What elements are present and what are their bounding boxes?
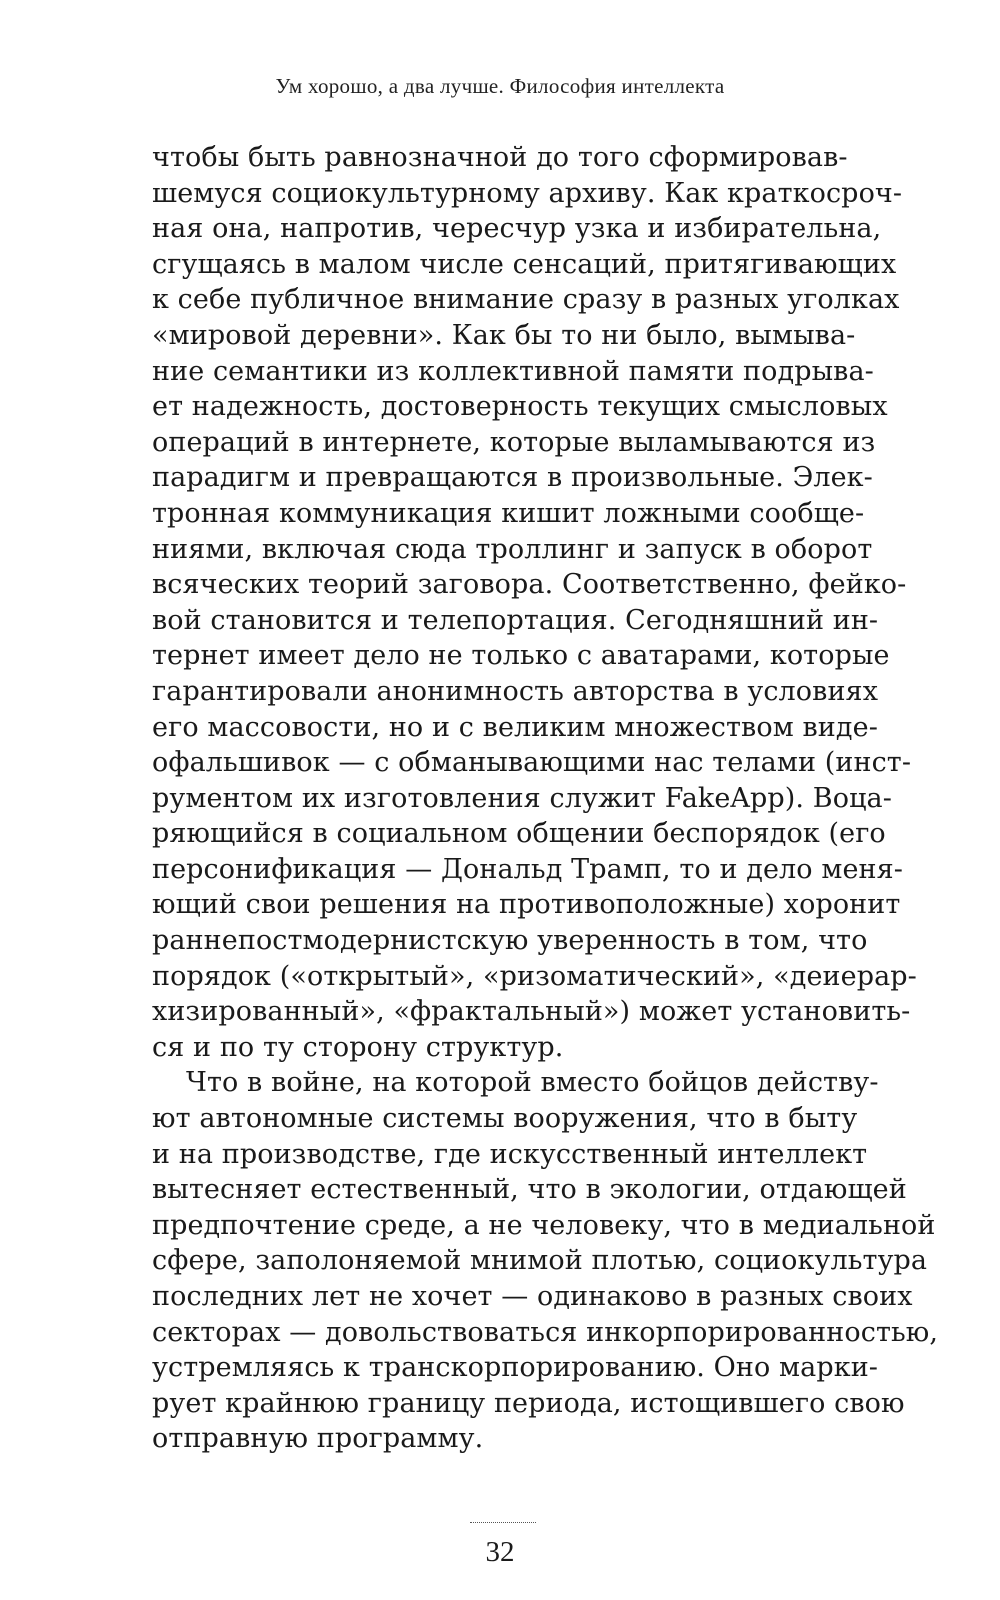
text-line: устремляясь к транскорпорированию. Оно марки- (152, 1352, 879, 1384)
paragraph-2 (152, 1065, 939, 1457)
text-line: гарантировали анонимность авторства в условиях (152, 675, 879, 707)
text-line: операций в интернете, которые выламываются из (152, 426, 876, 458)
text-line: вытесняет естественный, что в экологии, отдающей (152, 1174, 907, 1206)
text-line: ряющийся в социальном общении беспорядок (его (152, 818, 886, 850)
text-line: персонификация — Дональд Трамп, то и дело меня- (152, 853, 903, 885)
text-line: ют автономные системы вооружения, что в быту (152, 1103, 858, 1135)
text-line: Что в войне, на которой вместо бойцов действу- (186, 1067, 879, 1099)
text-line: раннепостмодернистскую уверенность в том, что (152, 925, 868, 957)
text-line: ная она, напротив, чересчур узка и избирательна, (152, 213, 882, 245)
text-line: рует крайнюю границу периода, истощившего свою (152, 1387, 905, 1419)
text-line: ся и по ту сторону структур. (152, 1031, 564, 1063)
text-line: рументом их изготовления служит FakeApp). Воца- (152, 782, 892, 814)
text-line: порядок («открытый», «ризоматический», «деиерар- (152, 960, 917, 992)
text-line: вой становится и телепортация. Сегодняшний ин- (152, 604, 879, 636)
text-line: его массовости, но и с великим множеством виде- (152, 711, 878, 743)
text-line: парадигм и превращаются в произвольные. Элек- (152, 462, 873, 494)
text-line: предпочтение среде, а не человеку, что в медиальной (152, 1209, 936, 1241)
text-line: ющий свои решения на противоположные) хоронит (152, 889, 901, 921)
text-line: сфере, заполоняемой мнимой плотью, социокультура (152, 1245, 928, 1277)
folio-divider (470, 1522, 536, 1523)
text-line: секторах — довольствоваться инкорпорированностью, (152, 1316, 939, 1348)
body-text (152, 140, 939, 1457)
text-line: последних лет не хочет — одинаково в разных своих (152, 1281, 913, 1312)
text-line: чтобы быть равнозначной до того сформировав- (152, 142, 848, 173)
text-line: ниями, включая сюда троллинг и запуск в оборот (152, 533, 873, 565)
text-line: отправную программу. (152, 1423, 484, 1455)
text-line: офальшивок — с обманывающими нас телами (инст- (152, 747, 912, 779)
text-line: шемуся социокультурному архиву. Как краткосроч- (152, 177, 903, 209)
text-line: и на производстве, где искусственный интеллект (152, 1138, 868, 1170)
text-line: тронная коммуникация кишит ложными сообще- (152, 497, 865, 529)
text-line: к себе публичное внимание сразу в разных уголках (152, 284, 900, 316)
text-line: сгущаясь в малом числе сенсаций, притягивающих (152, 248, 897, 280)
text-line: хизированный», «фрактальный») может установить- (152, 996, 911, 1028)
running-head: Ум хорошо, а два лучше. Философия интеллекта (275, 74, 725, 98)
text-line: «мировой деревни». Как бы то ни было, вымыва- (152, 319, 856, 351)
text-line: ет надежность, достоверность текущих смысловых (152, 391, 888, 423)
page-number: 32 (485, 1536, 515, 1568)
text-line: всяческих теорий заговора. Соответственно, фейко- (152, 569, 907, 601)
paragraph-1 (152, 140, 917, 1065)
text-line: ние семантики из коллективной памяти подрыва- (152, 355, 874, 387)
text-line: тернет имеет дело не только с аватарами, которые (152, 640, 890, 672)
